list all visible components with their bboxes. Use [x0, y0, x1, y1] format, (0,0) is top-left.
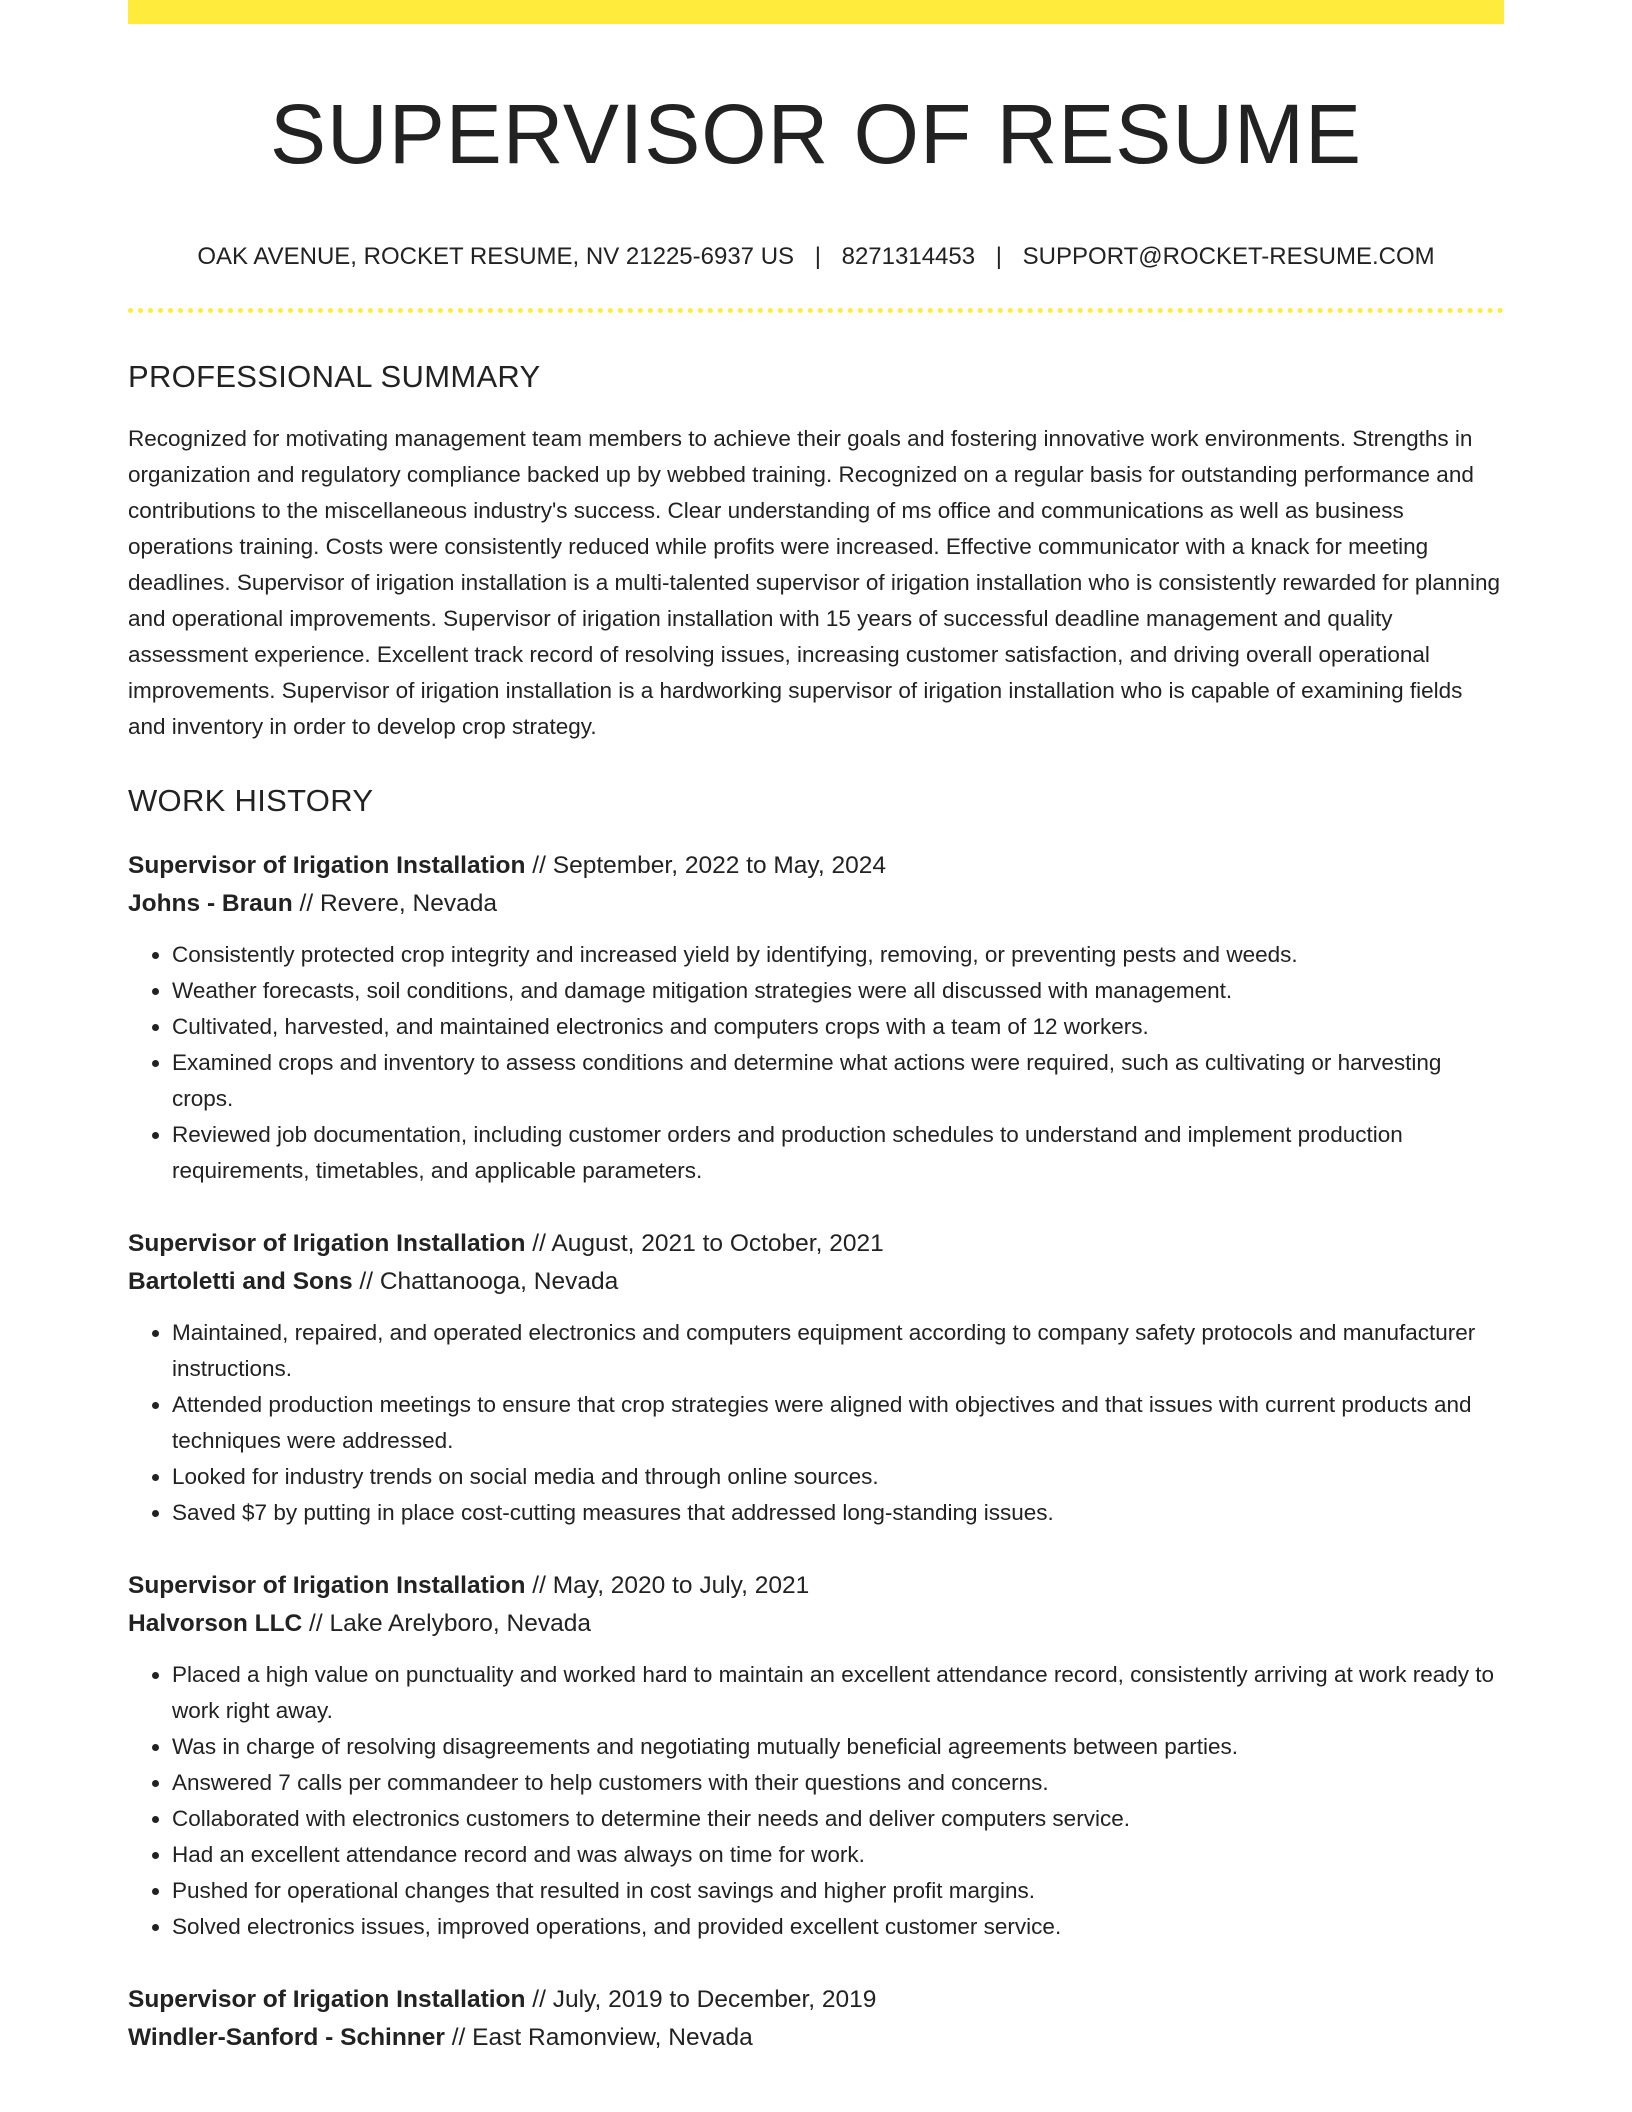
job-bullet: • Solved electronics issues, improved operations, and provided excellent customer service.: [172, 1909, 1504, 1945]
contact-phone: 8271314453: [841, 242, 976, 270]
job-location: // Lake Arelyboro, Nevada: [302, 1609, 591, 1637]
job-company: Bartoletti and Sons: [128, 1267, 353, 1295]
job-bullet: • Consistently protected crop integrity and increased yield by identifying, removing, or preventing pests and weeds.: [172, 937, 1504, 973]
job-bullet: • Answered 7 calls per commandeer to help customers with their questions and concerns.: [172, 1765, 1504, 1801]
job-bullet: • Maintained, repaired, and operated electronics and computers equipment according to company safety protocols and manufacturer instructions.: [172, 1315, 1504, 1387]
job-bullet: • Reviewed job documentation, including customer orders and production schedules to understand and implement production requirements, timetables, and applicable parameters.: [172, 1117, 1504, 1189]
job-bullet-list: [128, 937, 1504, 1189]
job-bullet-list: [128, 1657, 1504, 1945]
work-history-heading: WORK HISTORY: [128, 782, 374, 818]
job-title-line: [128, 1567, 1504, 1605]
job-title: Supervisor of Irigation Installation: [128, 851, 526, 879]
job-entry: [128, 1225, 1504, 1531]
contact-separator: |: [995, 242, 1002, 270]
job-bullet: • Weather forecasts, soil conditions, and damage mitigation strategies were all discussed with management.: [172, 973, 1504, 1009]
job-bullet: • Placed a high value on punctuality and worked hard to maintain an excellent attendance record, consistently arriving at work ready to work right away.: [172, 1657, 1504, 1729]
job-company-line: [128, 1263, 1504, 1301]
job-company-line: [128, 885, 1504, 923]
job-company-line: [128, 2019, 1504, 2057]
job-company: Johns - Braun: [128, 889, 293, 917]
job-entry: [128, 1981, 1504, 2057]
accent-top-bar: [128, 0, 1504, 24]
job-dates: // July, 2019 to December, 2019: [525, 1985, 877, 2013]
job-entry: [128, 1567, 1504, 1945]
job-company: Halvorson LLC: [128, 1609, 303, 1637]
resume-page: [128, 0, 1504, 2057]
job-bullet: • Examined crops and inventory to assess conditions and determine what actions were required, such as cultivating or harvesting crops.: [172, 1045, 1504, 1117]
work-history-section: [128, 783, 1504, 2057]
job-title-line: [128, 1225, 1504, 1263]
job-title-line: [128, 847, 1504, 885]
job-bullet-list: [128, 1315, 1504, 1531]
dotted-divider: [128, 308, 1504, 313]
job-bullet: • Attended production meetings to ensure that crop strategies were aligned with objectives and that issues with current products and techniques were addressed.: [172, 1387, 1504, 1459]
job-bullet: • Pushed for operational changes that resulted in cost savings and higher profit margins.: [172, 1873, 1504, 1909]
summary-section: [128, 359, 1504, 745]
job-location: // Chattanooga, Nevada: [352, 1267, 619, 1295]
job-dates: // September, 2022 to May, 2024: [525, 851, 886, 879]
job-list: [128, 847, 1504, 2057]
job-dates: // May, 2020 to July, 2021: [525, 1571, 810, 1599]
contact-address: OAK AVENUE, ROCKET RESUME, NV 21225-6937 US: [197, 242, 795, 270]
job-location: // Revere, Nevada: [292, 889, 497, 917]
job-entry: [128, 847, 1504, 1189]
resume-name: SUPERVISOR OF RESUME: [270, 87, 1362, 181]
summary-text: Recognized for motivating management team members to achieve their goals and fostering innovative work environments. Strengths in organization and regulatory compliance backed up by webbed training. Recognized on a regular basis for outstanding performance and contributions to the miscellaneous industry's success. Clear understanding of ms office and communications as well as business operations training. Costs were consistently reduced while profits were increased. Effective communicator with a knack for meeting deadlines. Supervisor of irigation installation is a multi-talented supervisor of irigation installation who is consistently rewarded for planning and operational improvements. Supervisor of irigation installation with 15 years of successful deadline management and quality assessment experience. Excellent track record of resolving issues, increasing customer satisfaction, and driving overall operational improvements. Supervisor of irigation installation is a hardworking supervisor of irigation installation who is capable of examining fields and inventory in order to develop crop strategy.: [128, 425, 1500, 739]
contact-email: SUPPORT@ROCKET-RESUME.COM: [1022, 242, 1435, 270]
job-bullet: • Collaborated with electronics customers to determine their needs and deliver computers service.: [172, 1801, 1504, 1837]
job-company: Windler-Sanford - Schinner: [128, 2023, 445, 2051]
job-bullet: • Had an excellent attendance record and was always on time for work.: [172, 1837, 1504, 1873]
job-title: Supervisor of Irigation Installation: [128, 1229, 526, 1257]
job-title: Supervisor of Irigation Installation: [128, 1571, 526, 1599]
job-company-line: [128, 1605, 1504, 1643]
contact-separator: |: [814, 242, 821, 270]
job-location: // East Ramonview, Nevada: [444, 2023, 753, 2051]
job-dates: // August, 2021 to October, 2021: [525, 1229, 884, 1257]
job-bullet: • Cultivated, harvested, and maintained electronics and computers crops with a team of 12 workers.: [172, 1009, 1504, 1045]
job-bullet: • Looked for industry trends on social media and through online sources.: [172, 1459, 1504, 1495]
job-bullet: • Was in charge of resolving disagreements and negotiating mutually beneficial agreements between parties.: [172, 1729, 1504, 1765]
job-bullet: • Saved $7 by putting in place cost-cutting measures that addressed long-standing issues.: [172, 1495, 1504, 1531]
contact-line: [128, 241, 1504, 272]
job-title: Supervisor of Irigation Installation: [128, 1985, 526, 2013]
job-title-line: [128, 1981, 1504, 2019]
summary-heading: PROFESSIONAL SUMMARY: [128, 358, 541, 394]
